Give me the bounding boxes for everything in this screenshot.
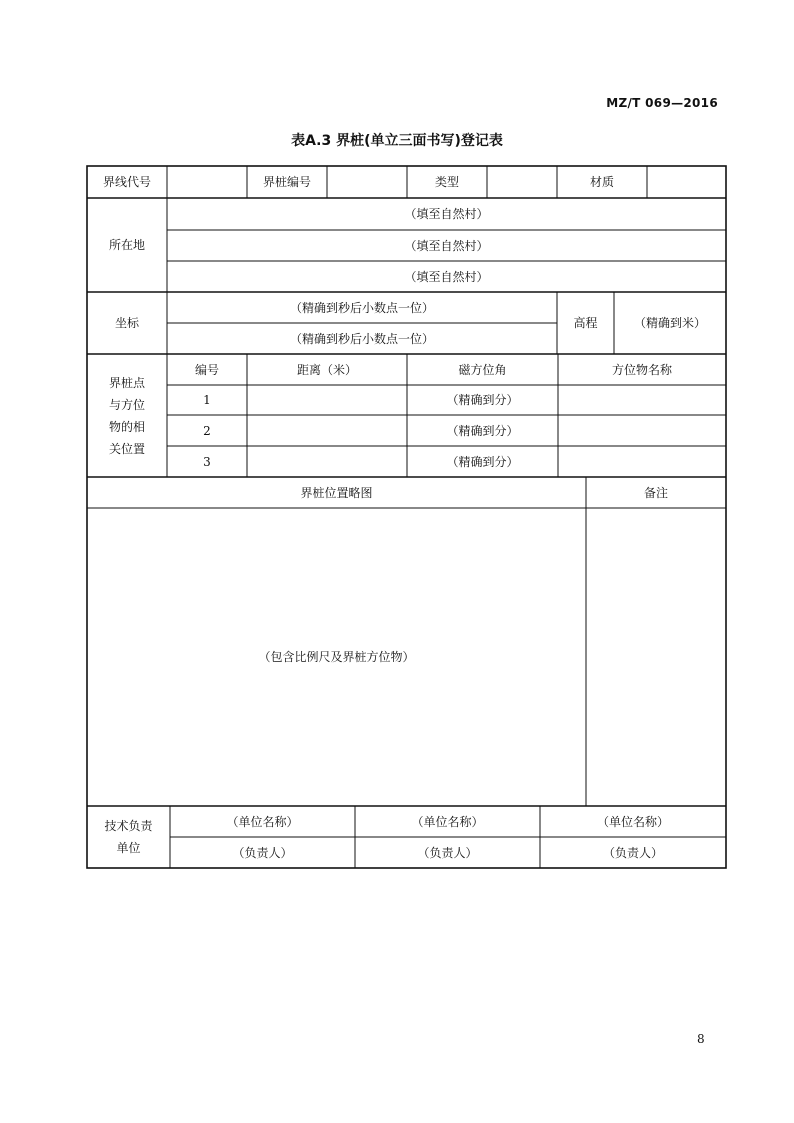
remarks-label: 备注 (643, 485, 668, 500)
relative-position-label-line: 与方位 (108, 397, 145, 412)
column-header-object-name: 方位物名称 (611, 362, 672, 377)
type-label: 类型 (434, 175, 459, 189)
relative-position-label-line: 关位置 (108, 441, 145, 456)
boundary-code-label: 界线代号 (102, 175, 151, 189)
sketch-area[interactable]: （包含比例尺及界桩方位物） (258, 650, 415, 664)
unit-name-field[interactable]: （单位名称） (226, 814, 299, 829)
column-header-distance: 距离（米） (296, 362, 357, 377)
elevation-label: 高程 (573, 316, 598, 330)
pile-number-field[interactable] (327, 166, 407, 198)
material-field[interactable] (647, 166, 726, 198)
coordinates-label: 坐标 (114, 316, 139, 330)
remarks-area[interactable] (586, 508, 726, 806)
object-name-field[interactable] (558, 385, 726, 415)
person-in-charge-field[interactable]: （负责人） (417, 845, 478, 860)
column-header-number: 编号 (194, 362, 219, 377)
row-number: 1 (203, 393, 211, 407)
responsible-unit-label-line: 单位 (116, 841, 141, 855)
distance-field[interactable] (247, 415, 407, 446)
elevation-field[interactable]: （精确到米） (633, 316, 706, 330)
responsible-unit-label-line: 技术负责 (104, 819, 153, 833)
table-title: 表A.3 界桩(单立三面书写)登记表 (291, 133, 503, 149)
relative-position-label-line: 物的相 (108, 419, 145, 434)
sketch-label: 界桩位置略图 (300, 485, 373, 500)
standard-code: MZ/T 069—2016 (606, 96, 718, 110)
relative-position-label (87, 354, 167, 477)
person-in-charge-field[interactable]: （负责人） (602, 845, 663, 860)
boundary-code-field[interactable] (167, 166, 247, 198)
object-name-field[interactable] (558, 446, 726, 477)
location-field-2[interactable]: （填至自然村） (404, 238, 489, 253)
row-number: 3 (203, 454, 211, 469)
unit-name-field[interactable]: （单位名称） (411, 814, 484, 829)
coordinate-field-2[interactable]: （精确到秒后小数点一位） (289, 331, 434, 346)
pile-number-label: 界桩编号 (262, 175, 311, 189)
material-label: 材质 (589, 175, 614, 189)
type-field[interactable] (487, 166, 557, 198)
relative-position-label-line: 界桩点 (108, 375, 145, 390)
row-number: 2 (203, 423, 211, 438)
column-header-azimuth: 磁方位角 (458, 362, 507, 377)
distance-field[interactable] (247, 446, 407, 477)
azimuth-field[interactable]: （精确到分） (446, 454, 519, 469)
coordinate-field-1[interactable]: （精确到秒后小数点一位） (289, 300, 434, 315)
location-label: 所在地 (108, 238, 145, 252)
person-in-charge-field[interactable]: （负责人） (232, 845, 293, 860)
location-field-3[interactable]: （填至自然村） (404, 269, 489, 284)
azimuth-field[interactable]: （精确到分） (446, 393, 519, 407)
object-name-field[interactable] (558, 415, 726, 446)
location-field-1[interactable]: （填至自然村） (404, 207, 489, 221)
responsible-unit-label (87, 806, 170, 868)
distance-field[interactable] (247, 385, 407, 415)
unit-name-field[interactable]: （单位名称） (596, 814, 669, 829)
page-number: 8 (697, 1032, 705, 1046)
azimuth-field[interactable]: （精确到分） (446, 423, 519, 438)
